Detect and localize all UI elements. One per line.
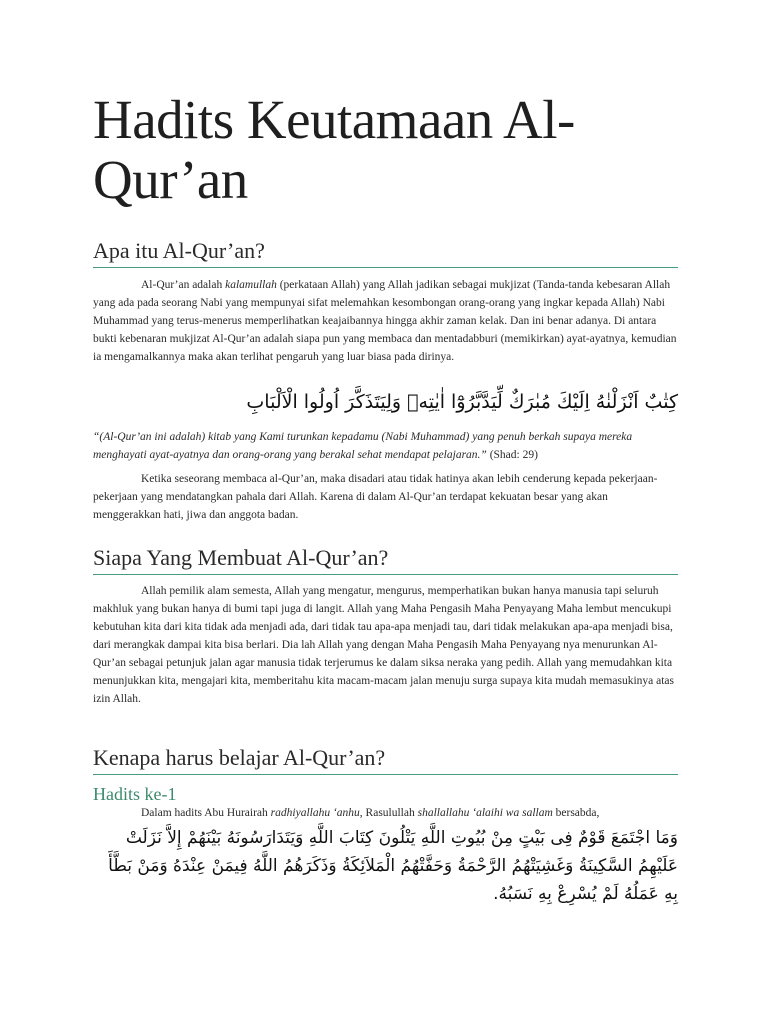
text: (perkataan Allah) yang Allah jadikan sebagai mukjizat (Tanda-tanda kebesaran Allah yang ada pada seorang Nabi yang mempunyai sifat melemahkan kesombongan orang-orang yang ingkar kepada Allah) Nabi Muhammad yang terus-menerus memperlihatkan keajaibannya hingga akhir zaman kelak. Dan ini benar adanya. Di antara bukti kebenaran mukjizat Al-Qur’an adalah siapa pun yang membaca dan mentadabburi (memikirkan) ayat-ayatnya, kemudian ia mengamalkannya maka akan terlihat pengaruh yang luar biasa pada dirinya. bbox=[93, 279, 677, 363]
paragraph-hadits-intro bbox=[93, 804, 678, 822]
arabic-verse: كِتٰبٌ اَنْزَلْنٰهُ اِلَيْكَ مُبٰرَكٌ لِّيَدَّبَّرُوْٓا اٰيٰتِهٖ وَلِيَتَذَكَّرَ اُولُوا الْاَلْبَابِ bbox=[246, 391, 678, 413]
paragraph-reading-effect: Ketika seseorang membaca al-Qur’an, maka disadari atau tidak hatinya akan lebih cenderung kepada pekerjaan-pekerjaan yang mendatangkan pahala dari Allah. Karena di dalam Al-Qur’an terdapat kekuatan besar yang akan menggerakkan hati, jiwa dan anggota badan. bbox=[93, 473, 658, 521]
section-heading-siapa: Siapa Yang Membuat Al-Qur’an? bbox=[93, 545, 678, 575]
text: Dalam hadits Abu Hurairah bbox=[141, 807, 271, 819]
subheading-hadits-1: Hadits ke-1 bbox=[93, 784, 177, 804]
paragraph-creator: Allah pemilik alam semesta, Allah yang mengatur, mengurus, memperhatikan bukan hanya manusia tapi seluruh makhluk yang bukan hanya di bumi tapi juga di langit. Allah yang Maha Pengasih Maha Penyayang Maha lembut mencukupi kebutuhan kita dari kita tidak ada menjadi ada, dari tidak tau apa-apa menjadi tau, dari tidak melakukan apa-apa menjadi bisa, dari merangkak dampai kita bisa berlari. Dia lah Allah yang dengan Maha Pengasih Maha Penyayang nya menurunkan Al-Qur’an sebagai petunjuk jalan agar manusia tidak terjerumus ke dalam siksa neraka yang pedih. Allah yang memudahkan kita menunjukkan kita, mengajari kita, memberitahu kita macam-macam jalan menuju surga supaya kita mudah memasukinya atas izin Allah. bbox=[93, 585, 674, 705]
italic-honorific: radhiyallahu ‘anhu bbox=[270, 807, 360, 819]
arabic-hadith: وَمَا اجْتَمَعَ قَوْمٌ فِى بَيْتٍ مِنْ بُيُوتِ اللَّهِ يَتْلُونَ كِتَابَ اللَّهِ وَيَتَدَارَسُونَهُ بَيْنَهُمْ إِلاَّ نَزَلَتْ عَلَيْهِمُ السَّكِينَةُ وَغَشِيَتْهُمُ الرَّحْمَةُ وَحَفَّتْهُمُ الْمَلاَئِكَةُ وَذَكَرَهُمُ اللَّهُ فِيمَنْ عِنْدَهُ وَمَنْ بَطَّأَ بِهِ عَمَلُهُ لَمْ يُسْرِعْ بِهِ نَسَبُهُ. bbox=[108, 828, 678, 904]
text: bersabda, bbox=[552, 807, 600, 819]
italic-honorific: shallallahu ‘alaihi wa sallam bbox=[417, 807, 553, 819]
verse-translation bbox=[93, 428, 678, 464]
verse-reference: (Shad: 29) bbox=[486, 449, 538, 461]
translation-text: “(Al-Qur’an ini adalah) kitab yang Kami turunkan kepadamu (Nabi Muhammad) yang penuh berkah supaya mereka menghayati ayat-ayatnya dan orang-orang yang berakal sehat mendapat pelajaran.” bbox=[93, 431, 633, 461]
text: Al-Qur’an adalah bbox=[141, 279, 226, 291]
page-title: Hadits Keutamaan Al-Qur’an bbox=[93, 89, 575, 210]
text: , Rasulullah bbox=[359, 807, 418, 819]
section-heading-kenapa: Kenapa harus belajar Al-Qur’an? bbox=[93, 745, 678, 775]
paragraph-definition bbox=[93, 276, 678, 366]
section-heading-apa-itu: Apa itu Al-Qur’an? bbox=[93, 238, 678, 268]
italic-term: kalamullah bbox=[225, 279, 277, 291]
